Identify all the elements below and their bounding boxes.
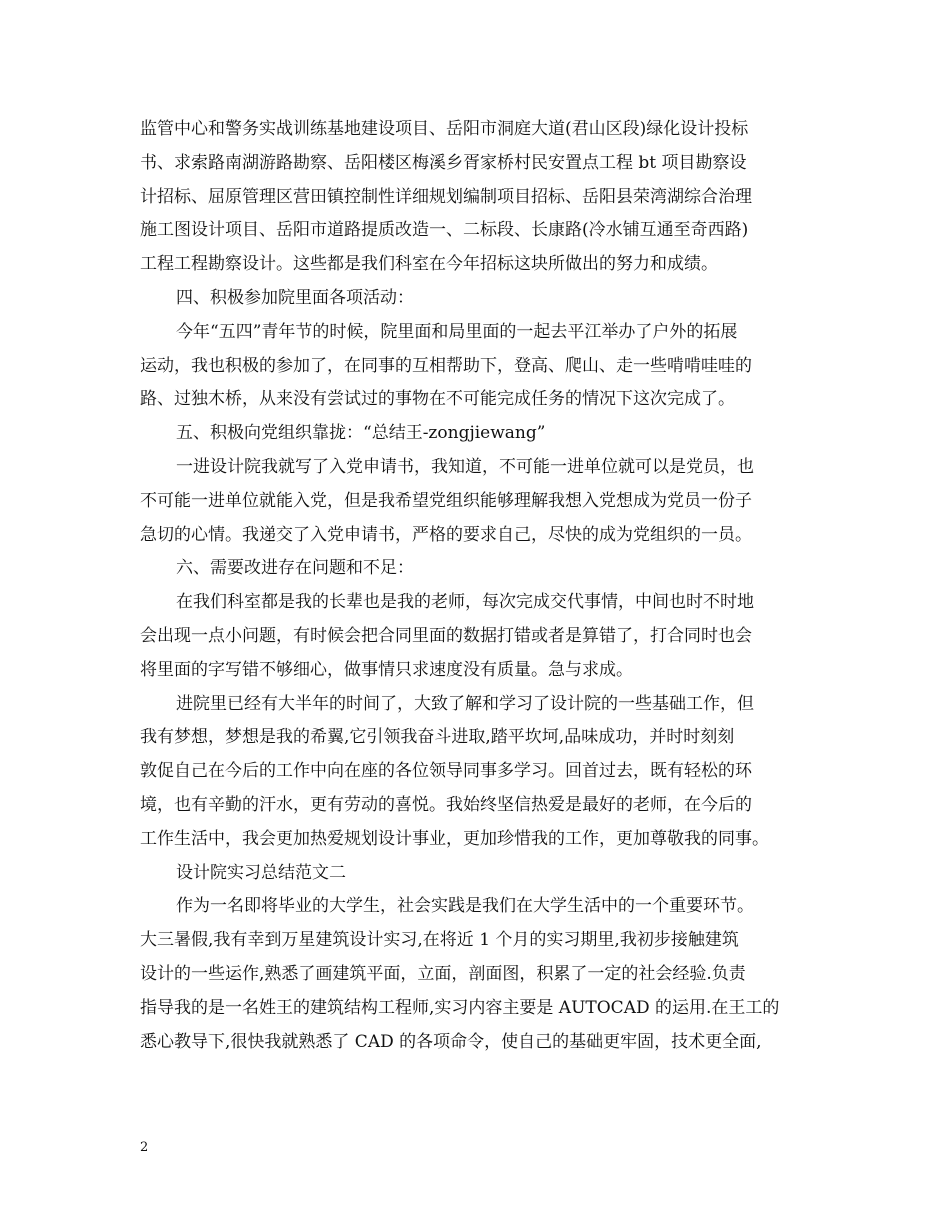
text-line: 指导我的是一名姓王的建筑结构工程师,实习内容主要是 AUTOCAD 的运用.在王工的 <box>140 997 780 1018</box>
text-line: 进院里已经有大半年的时间了，大致了解和学习了设计院的一些基础工作，但 <box>176 693 754 714</box>
text-line: 一进设计院我就写了入党申请书，我知道，不可能一进单位就可以是党员，也 <box>176 456 754 477</box>
document-body <box>140 113 830 1059</box>
text-line: 将里面的字写错不够细心，做事情只求速度没有质量。急与求成。 <box>140 659 633 680</box>
text-line: 境，也有辛勤的汗水，更有劳动的喜悦。我始终坚信热爱是最好的老师，在今后的 <box>140 794 752 815</box>
text-line: 作为一名即将毕业的大学生，社会实践是我们在大学生活中的一个重要环节。 <box>176 896 754 917</box>
text-line: 六、需要改进存在问题和不足： <box>176 558 414 579</box>
text-line: 悉心教导下,很快我就熟悉了 CAD 的各项命令，使自己的基础更牢固，技术更全面, <box>140 1031 762 1052</box>
text-line: 设计院实习总结范文二 <box>176 862 346 883</box>
text-line: 运动，我也积极的参加了，在同事的互相帮助下，登高、爬山、走一些啃啃哇哇的 <box>140 355 752 376</box>
text-line: 会出现一点小问题，有时候会把合同里面的数据打错或者是算错了，打合同时也会 <box>140 625 752 646</box>
text-line: 在我们科室都是我的长辈也是我的老师，每次完成交代事情，中间也时不时地 <box>176 592 754 613</box>
text-line: 施工图设计项目、岳阳市道路提质改造一、二标段、长康路(冷水铺互通至奇西路) <box>140 220 749 241</box>
text-line: 路、过独木桥，从来没有尝试过的事物在不可能完成任务的情况下这次完成了。 <box>140 389 735 410</box>
text-line: 计招标、屈原管理区营田镇控制性详细规划编制项目招标、岳阳县荣湾湖综合治理 <box>140 186 752 207</box>
text-line: 我有梦想，梦想是我的希翼,它引领我奋斗进取,踏平坎坷,品味成功，并时时刻刻 <box>140 727 735 748</box>
text-line: 急切的心情。我递交了入党申请书，严格的要求自己，尽快的成为党组织的一员。 <box>140 524 752 545</box>
text-line: 监管中心和警务实战训练基地建设项目、岳阳市洞庭大道(君山区段)绿化设计投标 <box>140 119 749 139</box>
text-line: 工程工程勘察设计。这些都是我们科室在今年招标这块所做出的努力和成绩。 <box>140 254 718 275</box>
text-line: 书、求索路南湖游路勘察、岳阳楼区梅溪乡胥家桥村民安置点工程 bt 项目勘察设 <box>140 152 747 173</box>
text-line: 设计的一些运作,熟悉了画建筑平面，立面，剖面图，积累了一定的社会经验.负责 <box>140 963 746 984</box>
text-line: 不可能一进单位就能入党，但是我希望党组织能够理解我想入党想成为党员一份子 <box>140 490 752 511</box>
page-number: 2 <box>140 1140 149 1155</box>
text-line: 五、积极向党组织靠拢：“总结王-zongjiewang” <box>176 423 546 444</box>
text-line: 四、积极参加院里面各项活动： <box>176 287 414 308</box>
text-line: 大三暑假,我有幸到万星建筑设计实习,在将近 1 个月的实习期里,我初步接触建筑 <box>140 930 739 951</box>
text-line: 工作生活中，我会更加热爱规划设计事业，更加珍惜我的工作，更加尊敬我的同事。 <box>140 828 769 849</box>
text-line: 敦促自己在今后的工作中向在座的各位领导同事多学习。回首过去，既有轻松的环 <box>140 761 752 782</box>
text-line: 今年“五四”青年节的时候，院里面和局里面的一起去平江举办了户外的拓展 <box>176 321 738 342</box>
